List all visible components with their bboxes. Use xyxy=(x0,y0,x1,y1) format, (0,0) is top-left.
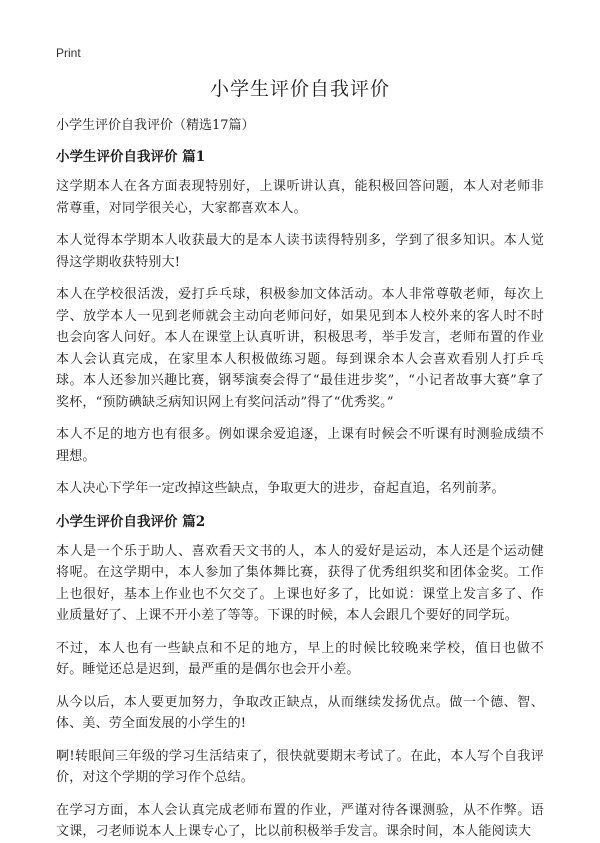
section-heading: 小学生评价自我评价 篇1 xyxy=(56,149,206,165)
paragraph: 本人觉得本学期本人收获最大的是本人读书读得特别多，学到了很多知识。本人觉得这学期收获特别大! xyxy=(56,233,544,270)
section-heading: 小学生评价自我评价 篇2 xyxy=(56,513,206,530)
print-link[interactable]: Print xyxy=(56,46,81,60)
paragraph: 不过，本人也有一些缺点和不足的地方，早上的时候比较晚来学校，值日也做不好。睡觉还总是迟到，最严重的是偶尔也会开小差。 xyxy=(56,640,544,677)
paragraph: 这学期本人在各方面表现特别好，上课听讲认真，能积极回答问题，本人对老师非常尊重，对同学很关心，大家都喜欢本人。 xyxy=(56,179,544,216)
paragraph: 从今以后，本人要更加努力，争取改正缺点，从而继续发扬优点。做一个德、智、体、美、劳全面发展的小学生的! xyxy=(56,694,544,731)
paragraph: 本人决心下学年一定改掉这些缺点，争取更大的进步，奋起直追，名列前茅。 xyxy=(56,481,505,496)
paragraph: 本人在学校很活泼，爱打乒乓球，积极参加文体活动。本人非常尊敬老师，每次上学、放学本人一见到老师就会主动向老师问好，如果见到本人校外来的客人时不时也会向客人问好。本人在课堂上认真听讲，积极思考，举手发言，老师布置的作业本人会认真完成，在家里本人积极做练习题。每到课余本人会喜欢看别人打乒乓球。本人还参加兴趣比赛，钢琴演奏会得了“最佳进步奖”，“小记者故事大赛”拿了奖杯，“预防碘缺乏病知识网上有奖问活动”得了“优秀奖。” xyxy=(56,287,544,410)
section-2 xyxy=(56,511,544,843)
document-subtitle: 小学生评价自我评价（精选17篇） xyxy=(56,118,255,133)
paragraph: 本人不足的地方也有很多。例如课余爱追逐，上课有时候会不听课有时测验成绩不理想。 xyxy=(56,427,544,464)
paragraph: 在学习方面，本人会认真完成老师布置的作业，严谨对待各课测验，从不作弊。语文课，刁老师说本人上课专心了，比以前积极举手发言。课余时间，本人能阅读大 xyxy=(56,802,544,839)
page-title: 小学生评价自我评价 xyxy=(209,78,390,100)
paragraph: 本人是一个乐于助人、喜欢看天文书的人，本人的爱好是运动，本人还是个运动健将呢。在这学期中，本人参加了集体舞比赛，获得了优秀组织奖和团体金奖。工作上也很好，基本上作业也不欠交了。上课也好多了，比如说：课堂上发言多了、作业质量好了、上课不开小差了等等。下课的时候，本人会跟几个要好的同学玩。 xyxy=(56,543,544,623)
section-1 xyxy=(56,146,544,500)
paragraph: 啊!转眼间三年级的学习生活结束了，很快就要期末考试了。在此，本人写个自我评价，对这个学期的学习作个总结。 xyxy=(56,748,544,785)
